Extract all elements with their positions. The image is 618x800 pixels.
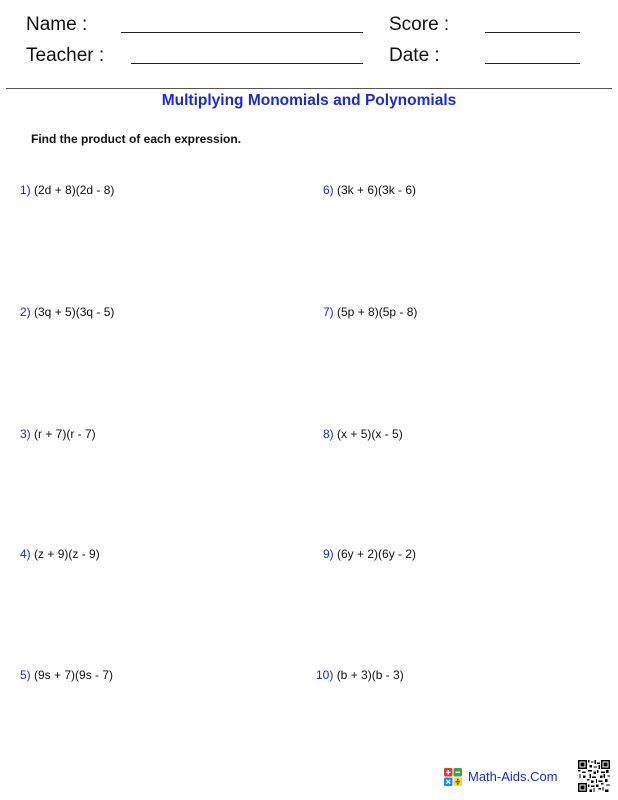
problem-number: 5) bbox=[20, 668, 31, 682]
problem-item bbox=[20, 547, 100, 561]
problem-expression: (3q + 5)(3q - 5) bbox=[34, 305, 115, 319]
problem-number: 8) bbox=[323, 427, 334, 441]
problem-number: 10) bbox=[316, 668, 334, 682]
problem-expression: (x + 5)(x - 5) bbox=[337, 427, 403, 441]
problem-item bbox=[323, 305, 417, 319]
problem-number: 7) bbox=[323, 305, 334, 319]
problem-item bbox=[20, 305, 114, 319]
problem-expression: (r + 7)(r - 7) bbox=[34, 427, 96, 441]
problem-expression: (5p + 8)(5p - 8) bbox=[337, 305, 418, 319]
problem-item bbox=[20, 183, 114, 197]
date-label: Date : bbox=[389, 45, 440, 66]
problem-expression: (b + 3)(b - 3) bbox=[336, 668, 404, 682]
problem-number: 6) bbox=[323, 183, 334, 197]
score-label: Score : bbox=[389, 14, 450, 35]
problem-item bbox=[323, 183, 416, 197]
problem-expression: (9s + 7)(9s - 7) bbox=[34, 668, 114, 682]
qr-code-icon bbox=[578, 760, 610, 792]
problem-number: 1) bbox=[20, 183, 31, 197]
problem-number: 2) bbox=[20, 305, 31, 319]
problem-item bbox=[20, 668, 113, 682]
teacher-line bbox=[131, 63, 363, 64]
problem-item bbox=[323, 547, 416, 561]
problem-expression: (2d + 8)(2d - 8) bbox=[34, 183, 115, 197]
score-line bbox=[485, 32, 580, 33]
problem-number: 9) bbox=[323, 547, 334, 561]
problem-item bbox=[20, 427, 96, 441]
problem-expression: (z + 9)(z - 9) bbox=[34, 547, 100, 561]
problem-item bbox=[316, 668, 404, 682]
date-line bbox=[485, 63, 580, 64]
name-label: Name : bbox=[26, 14, 88, 35]
instructions: Find the product of each expression. bbox=[31, 132, 242, 146]
math-aids-logo-icon bbox=[444, 768, 462, 786]
problem-expression: (3k + 6)(3k - 6) bbox=[337, 183, 417, 197]
problem-item bbox=[323, 427, 403, 441]
teacher-label: Teacher : bbox=[26, 45, 105, 66]
header-divider bbox=[6, 88, 612, 89]
problem-number: 4) bbox=[20, 547, 31, 561]
name-line bbox=[121, 32, 363, 33]
problem-number: 3) bbox=[20, 427, 31, 441]
site-name: Math-Aids.Com bbox=[468, 769, 558, 784]
problem-expression: (6y + 2)(6y - 2) bbox=[337, 547, 417, 561]
worksheet-title: Multiplying Monomials and Polynomials bbox=[161, 92, 457, 109]
